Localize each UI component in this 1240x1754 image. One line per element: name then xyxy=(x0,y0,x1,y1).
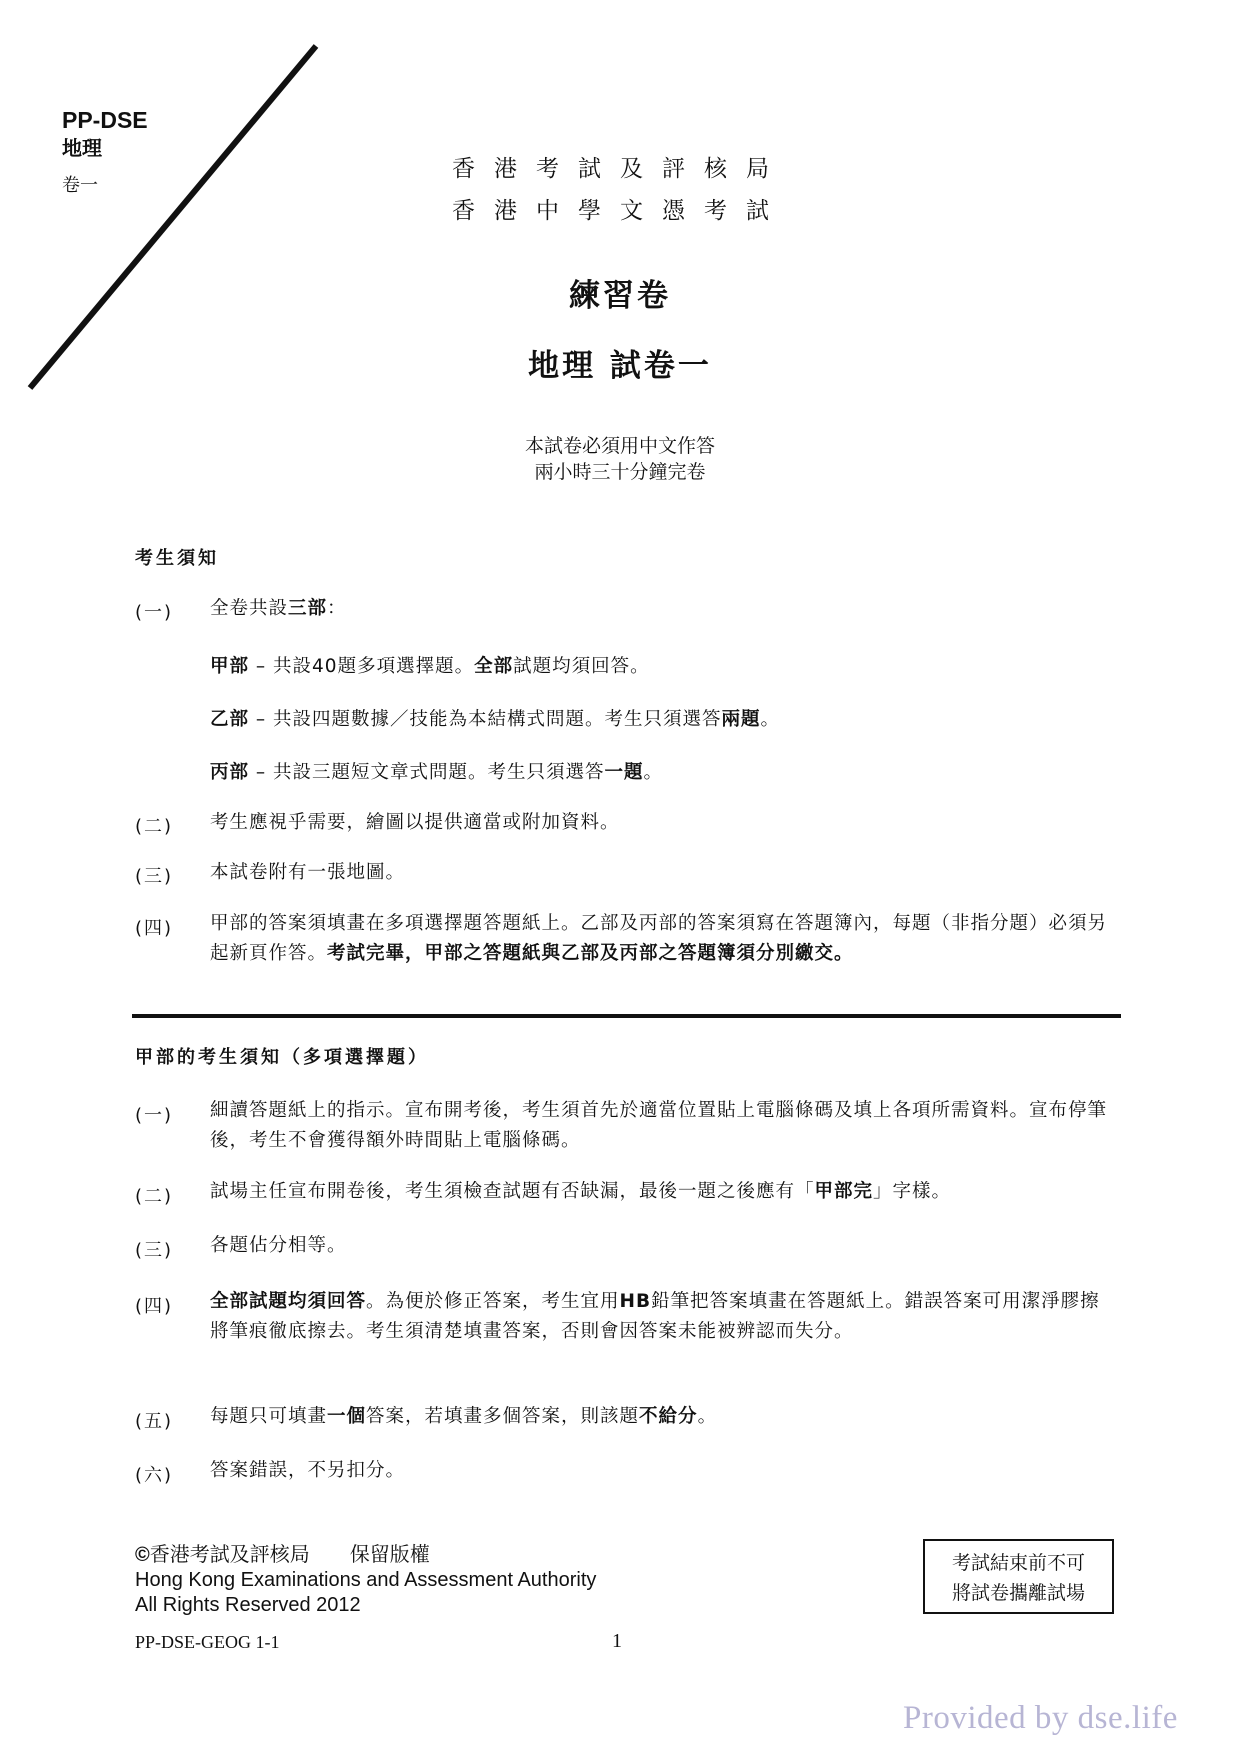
rights-reserved: All Rights Reserved 2012 xyxy=(135,1594,361,1616)
section-a-item-number: (一) xyxy=(135,1105,174,1126)
notice-line-2: 將試卷攜離試場 xyxy=(951,1582,1085,1604)
section-divider xyxy=(132,1014,1121,1018)
section-a-item-number: (五) xyxy=(135,1411,174,1432)
corner-subject: 地理 xyxy=(62,138,102,160)
section-a-item-text: 全部試題均須回答。為便於修正答案，考生宜用HB鉛筆把答案填畫在答題紙上。錯誤答案可用潔淨膠擦將筆痕徹底擦去。考生須清楚填畫答案，否則會因答案未能被辨認而失分。 xyxy=(210,1291,1100,1342)
instruction-number: (二) xyxy=(135,816,174,837)
instruction-text: 全卷共設三部： xyxy=(210,598,347,619)
exam-duration: 兩小時三十分鐘完卷 xyxy=(534,461,706,483)
paper-title: 練習卷 xyxy=(569,278,671,314)
page-number: 1 xyxy=(612,1630,622,1652)
copyright-line xyxy=(135,1543,596,1568)
section-a-item-text: 試場主任宣布開卷後，考生須檢查試題有否缺漏，最後一題之後應有「甲部完」字樣。 xyxy=(210,1181,952,1202)
exam-name: 香港中學文憑考試 xyxy=(452,198,788,224)
instruction-text: 考生應視乎需要，繪圖以提供適當或附加資料。 xyxy=(210,812,620,833)
instructions-heading: 考生須知 xyxy=(135,548,219,569)
language-requirement: 本試卷必須用中文作答 xyxy=(524,435,715,457)
section-c-description: 丙部 – 共設三題短文章式問題。考生只須選答一題。 xyxy=(210,762,664,783)
instruction-number: (三) xyxy=(135,866,174,887)
section-a-item-text: 各題佔分相等。 xyxy=(210,1235,347,1256)
corner-code: PP-DSE xyxy=(62,107,148,133)
section-a-heading: 甲部的考生須知（多項選擇題） xyxy=(135,1047,429,1068)
subject-paper: 地理 試卷一 xyxy=(528,348,712,384)
corner-paper: 卷一 xyxy=(62,175,98,195)
organization-name: 香港考試及評核局 xyxy=(452,156,788,182)
copyright-en: Hong Kong Examinations and Assessment Authority xyxy=(135,1569,597,1591)
instruction-number: (四) xyxy=(135,918,174,939)
section-b-description: 乙部 – 共設四題數據／技能為本結構式問題。考生只須選答兩題。 xyxy=(210,709,781,730)
instruction-number: (一) xyxy=(135,602,174,623)
paper-code: PP-DSE-GEOG 1-1 xyxy=(135,1632,280,1652)
section-a-description: 甲部 – 共設40題多項選擇題。全部試題均須回答。 xyxy=(210,656,650,677)
copyright-symbol: © xyxy=(135,1544,150,1566)
section-a-item-text: 每題只可填畫一個答案，若填畫多個答案，則該題不給分。 xyxy=(210,1406,718,1427)
instruction-text: 本試卷附有一張地圖。 xyxy=(210,862,406,883)
section-a-item-number: (三) xyxy=(135,1240,174,1261)
copyright-cn: 香港考試及評核局 保留版權 xyxy=(149,1544,430,1566)
watermark-text: Provided by dse.life xyxy=(903,1700,1178,1736)
exam-notice-box xyxy=(923,1539,1114,1614)
instruction-text: 甲部的答案須填畫在多項選擇題答題紙上。乙部及丙部的答案須寫在答題簿內，每題（非指分題）必須另起新頁作答。考試完畢，甲部之答題紙與乙部及丙部之答題簿須分別繳交。 xyxy=(210,913,1108,964)
section-a-item-number: (二) xyxy=(135,1186,174,1207)
notice-line-1: 考試結束前不可 xyxy=(951,1552,1085,1574)
section-a-item-number: (四) xyxy=(135,1296,174,1317)
section-a-item-text: 答案錯誤，不另扣分。 xyxy=(210,1460,406,1481)
copyright-block xyxy=(135,1543,596,1618)
section-a-item-number: (六) xyxy=(135,1465,174,1486)
section-a-item-text: 細讀答題紙上的指示。宣布開考後，考生須首先於適當位置貼上電腦條碼及填上各項所需資料。宣布停筆後，考生不會獲得額外時間貼上電腦條碼。 xyxy=(210,1100,1108,1151)
